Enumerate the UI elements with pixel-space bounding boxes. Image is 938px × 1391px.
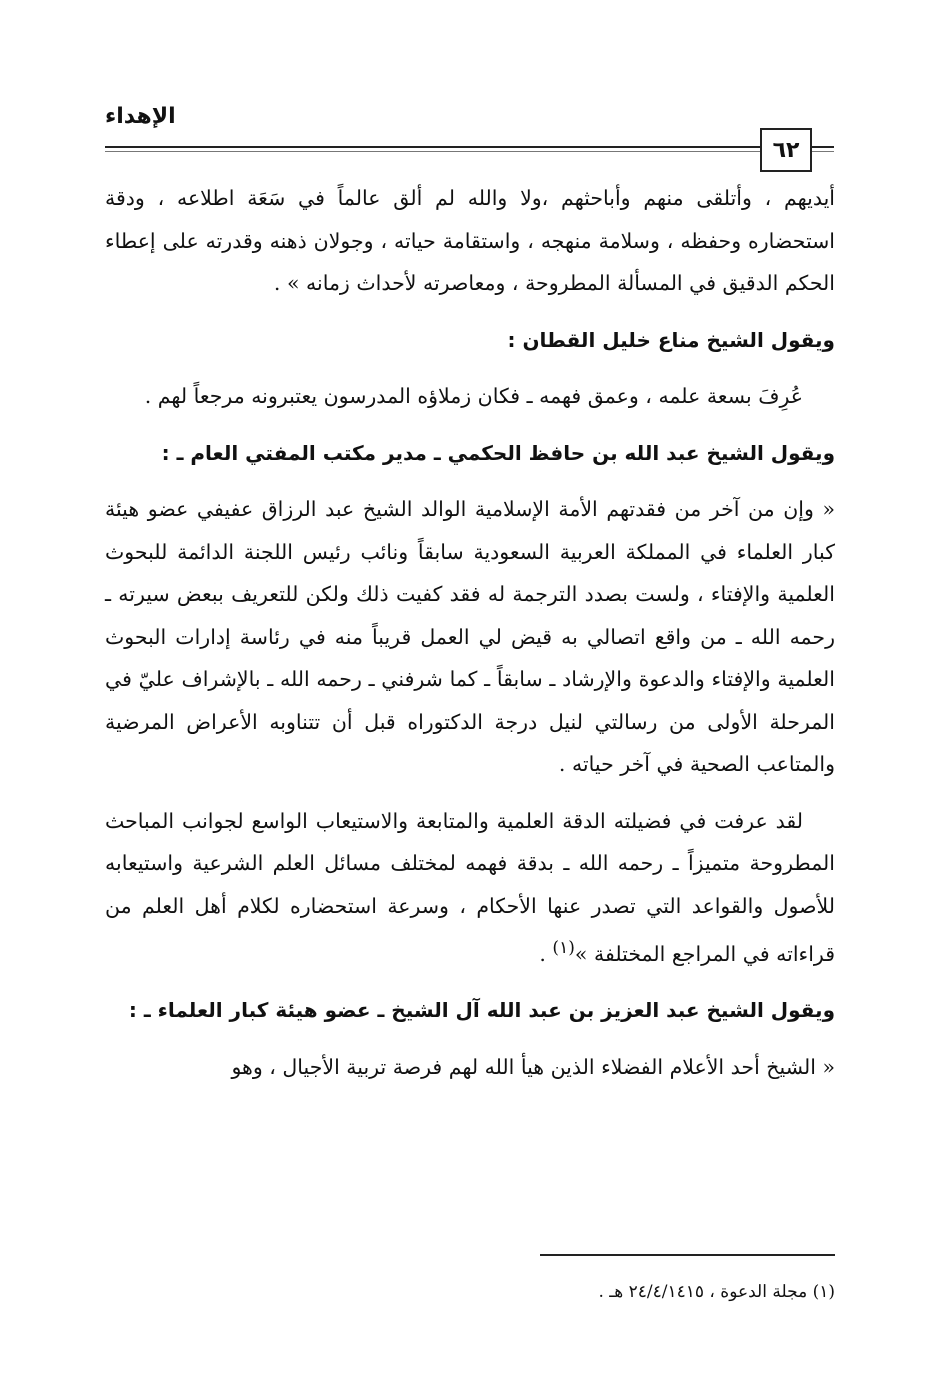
paragraph-4 bbox=[105, 800, 835, 976]
paragraph-2: عُرِفَ بسعة علمه ، وعمق فهمه ـ فكان زملاؤه المدرسون يعتبرونه مرجعاً لهم . bbox=[144, 384, 803, 408]
paragraph-1: أيديهم ، وأتلقى منهم وأباحثهم ،ولا والله لم ألق عالماً في سَعَة اطلاعه ، ودقة استحضاره وحفظه ، وسلامة منهجه ، واستقامة حياته ، وجولان ذهنه وقدرته على إعطاء الحكم الدقيق في المسألة المطروحة ، ومعاصرته لأحداث زمانه » . bbox=[105, 186, 835, 295]
heading-qattan: ويقول الشيخ مناع خليل القطان : bbox=[507, 327, 835, 352]
heading-alsheikh: ويقول الشيخ عبد العزيز بن عبد الله آل الشيخ ـ عضو هيئة كبار العلماء ـ : bbox=[128, 998, 835, 1023]
paragraph-4-end: . bbox=[539, 941, 553, 966]
body-text bbox=[105, 177, 835, 1102]
heading-hakami: ويقول الشيخ عبد الله بن حافظ الحكمي ـ مدير مكتب المفتي العام ـ : bbox=[161, 440, 835, 465]
header-rule-right bbox=[812, 146, 834, 152]
paragraph-4-text: لقد عرفت في فضيلته الدقة العلمية والمتابعة والاستيعاب الواسع لجوانب المباحث المطروحة متميزاً ـ رحمه الله ـ بدقة فهمه لمختلف مسائل العلم الشرعية واستيعابه للأصول والقواعد التي تصدر عنها الأحكام ، وسرعة استحضاره لكلام أهل العلم من قراءاته في المراجع المختلفة » bbox=[105, 808, 835, 966]
header-rule bbox=[105, 146, 760, 152]
footnote-rule bbox=[540, 1254, 835, 1256]
page-number-box bbox=[760, 128, 812, 172]
paragraph-3: « وإن من آخر من فقدتهم الأمة الإسلامية الوالد الشيخ عبد الرزاق عفيفي عضو هيئة كبار العلماء في المملكة العربية السعودية سابقاً ونائب رئيس اللجنة الدائمة للبحوث العلمية والإفتاء ، ولست بصدد الترجمة له فقد كفيت ذلك ولكن للتعريف ببعض سيرته ـ رحمه الله ـ من واقع اتصالي به قيض لي العمل قريباً منه في رئاسة إدارات البحوث العلمية والإفتاء والدعوة والإرشاد ـ سابقاً ـ كما شرفني ـ رحمه الله ـ بالإشراف عليّ في المرحلة الأولى من رسالتي لنيل درجة الدكتوراه قبل أن تتناوبه الأعراض المرضية والمتاعب الصحية في آخر حياته . bbox=[105, 497, 835, 776]
paragraph-5: « الشيخ أحد الأعلام الفضلاء الذين هيأ الله لهم فرصة تربية الأجيال ، وهو bbox=[231, 1054, 835, 1079]
footnote-1: (١) مجلة الدعوة ، ٢٤/٤/١٤١٥ هـ . bbox=[598, 1282, 835, 1302]
running-header-title: الإهداء bbox=[105, 104, 176, 129]
footnote-ref-1: (١) bbox=[552, 938, 575, 958]
page-number: ٦٢ bbox=[772, 137, 800, 163]
